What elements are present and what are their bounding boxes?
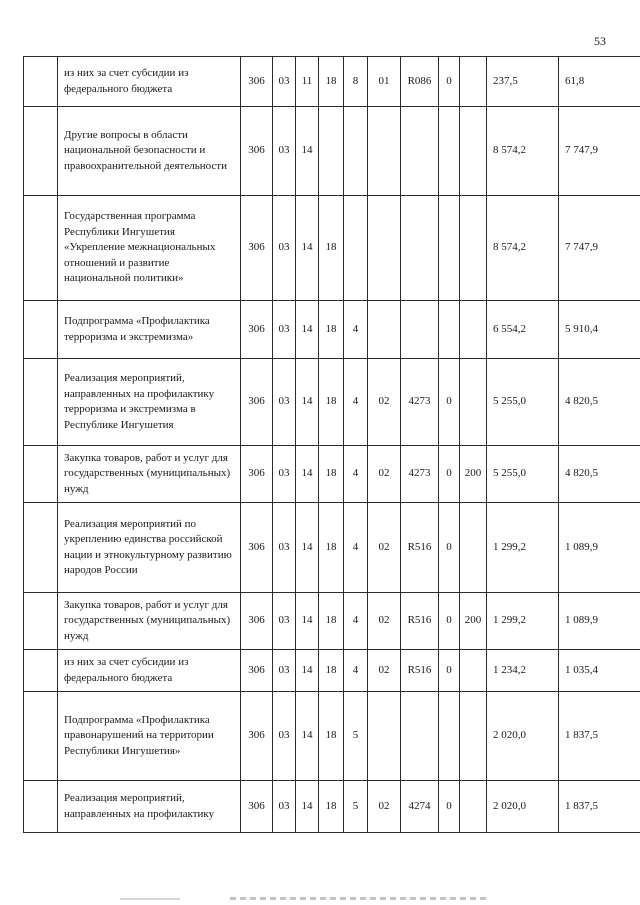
table-row bbox=[24, 781, 640, 833]
executed-amount: 1 035,4 bbox=[559, 650, 640, 692]
section-code: 03 bbox=[273, 359, 296, 446]
ved-code: 306 bbox=[241, 650, 273, 692]
row-number-cell bbox=[24, 196, 58, 301]
element-code: 0 bbox=[439, 57, 460, 107]
event-code: 02 bbox=[368, 503, 401, 593]
executed-amount: 5 910,4 bbox=[559, 301, 640, 359]
subsection-code: 14 bbox=[296, 359, 319, 446]
element-code: 0 bbox=[439, 359, 460, 446]
direction-code: 4273 bbox=[401, 446, 439, 503]
event-code bbox=[368, 301, 401, 359]
section-code: 03 bbox=[273, 692, 296, 781]
element-code bbox=[439, 301, 460, 359]
planned-amount: 237,5 bbox=[487, 57, 559, 107]
subprogram-code: 4 bbox=[344, 446, 368, 503]
element-code: 0 bbox=[439, 593, 460, 650]
row-name: Реализация мероприятий, направленных на профилактику терроризма и экстремизма в Республике Ингушетия bbox=[58, 359, 241, 446]
expense-type-code: 200 bbox=[460, 593, 487, 650]
subprogram-code bbox=[344, 107, 368, 196]
row-name: Реализация мероприятий, направленных на профилактику bbox=[58, 781, 241, 833]
direction-code: R516 bbox=[401, 593, 439, 650]
planned-amount: 1 299,2 bbox=[487, 503, 559, 593]
expense-type-code bbox=[460, 503, 487, 593]
direction-code bbox=[401, 301, 439, 359]
expense-type-code bbox=[460, 781, 487, 833]
row-number-cell bbox=[24, 107, 58, 196]
subprogram-code: 5 bbox=[344, 692, 368, 781]
direction-code: R086 bbox=[401, 57, 439, 107]
program-code bbox=[319, 107, 344, 196]
subprogram-code: 8 bbox=[344, 57, 368, 107]
row-number-cell bbox=[24, 446, 58, 503]
direction-code: 4273 bbox=[401, 359, 439, 446]
ved-code: 306 bbox=[241, 446, 273, 503]
element-code: 0 bbox=[439, 503, 460, 593]
subprogram-code: 4 bbox=[344, 301, 368, 359]
row-name: Подпрограмма «Профилактика правонарушений на территории Республики Ингушетия» bbox=[58, 692, 241, 781]
row-number-cell bbox=[24, 57, 58, 107]
subsection-code: 14 bbox=[296, 301, 319, 359]
program-code: 18 bbox=[319, 301, 344, 359]
subsection-code: 14 bbox=[296, 650, 319, 692]
row-number-cell bbox=[24, 781, 58, 833]
program-code: 18 bbox=[319, 692, 344, 781]
executed-amount: 61,8 bbox=[559, 57, 640, 107]
event-code: 02 bbox=[368, 359, 401, 446]
ved-code: 306 bbox=[241, 359, 273, 446]
scan-artifact bbox=[120, 898, 180, 900]
event-code: 02 bbox=[368, 781, 401, 833]
row-name: из них за счет субсидии из федерального бюджета bbox=[58, 650, 241, 692]
executed-amount: 4 820,5 bbox=[559, 446, 640, 503]
element-code bbox=[439, 107, 460, 196]
subsection-code: 14 bbox=[296, 503, 319, 593]
row-number-cell bbox=[24, 692, 58, 781]
table-row bbox=[24, 107, 640, 196]
table-body bbox=[24, 57, 640, 833]
program-code: 18 bbox=[319, 57, 344, 107]
ved-code: 306 bbox=[241, 301, 273, 359]
planned-amount: 1 234,2 bbox=[487, 650, 559, 692]
section-code: 03 bbox=[273, 107, 296, 196]
expense-type-code bbox=[460, 650, 487, 692]
event-code: 02 bbox=[368, 650, 401, 692]
planned-amount: 6 554,2 bbox=[487, 301, 559, 359]
row-number-cell bbox=[24, 503, 58, 593]
planned-amount: 1 299,2 bbox=[487, 593, 559, 650]
element-code bbox=[439, 196, 460, 301]
program-code: 18 bbox=[319, 503, 344, 593]
ved-code: 306 bbox=[241, 692, 273, 781]
event-code bbox=[368, 107, 401, 196]
page-number: 53 bbox=[594, 34, 606, 48]
subprogram-code: 4 bbox=[344, 359, 368, 446]
executed-amount: 1 837,5 bbox=[559, 781, 640, 833]
executed-amount: 1 089,9 bbox=[559, 503, 640, 593]
ved-code: 306 bbox=[241, 107, 273, 196]
subprogram-code: 5 bbox=[344, 781, 368, 833]
expense-type-code bbox=[460, 692, 487, 781]
element-code: 0 bbox=[439, 650, 460, 692]
table-row bbox=[24, 503, 640, 593]
subsection-code: 14 bbox=[296, 107, 319, 196]
planned-amount: 8 574,2 bbox=[487, 196, 559, 301]
ved-code: 306 bbox=[241, 57, 273, 107]
subsection-code: 14 bbox=[296, 781, 319, 833]
program-code: 18 bbox=[319, 781, 344, 833]
row-name: Закупка товаров, работ и услуг для государственных (муниципальных) нужд bbox=[58, 446, 241, 503]
section-code: 03 bbox=[273, 446, 296, 503]
section-code: 03 bbox=[273, 593, 296, 650]
section-code: 03 bbox=[273, 503, 296, 593]
planned-amount: 5 255,0 bbox=[487, 446, 559, 503]
subsection-code: 11 bbox=[296, 57, 319, 107]
section-code: 03 bbox=[273, 301, 296, 359]
table-row bbox=[24, 446, 640, 503]
table-row bbox=[24, 359, 640, 446]
executed-amount: 7 747,9 bbox=[559, 107, 640, 196]
subprogram-code: 4 bbox=[344, 503, 368, 593]
subsection-code: 14 bbox=[296, 446, 319, 503]
element-code: 0 bbox=[439, 446, 460, 503]
element-code: 0 bbox=[439, 781, 460, 833]
table-row bbox=[24, 196, 640, 301]
planned-amount: 2 020,0 bbox=[487, 781, 559, 833]
row-name: из них за счет субсидии из федерального бюджета bbox=[58, 57, 241, 107]
direction-code: R516 bbox=[401, 650, 439, 692]
table-row bbox=[24, 692, 640, 781]
event-code bbox=[368, 196, 401, 301]
planned-amount: 5 255,0 bbox=[487, 359, 559, 446]
executed-amount: 1 837,5 bbox=[559, 692, 640, 781]
expense-type-code bbox=[460, 359, 487, 446]
row-name: Реализация мероприятий по укреплению единства российской нации и этнокультурному развитию народов России bbox=[58, 503, 241, 593]
section-code: 03 bbox=[273, 650, 296, 692]
program-code: 18 bbox=[319, 650, 344, 692]
element-code bbox=[439, 692, 460, 781]
expense-type-code: 200 bbox=[460, 446, 487, 503]
direction-code: R516 bbox=[401, 503, 439, 593]
direction-code bbox=[401, 196, 439, 301]
executed-amount: 1 089,9 bbox=[559, 593, 640, 650]
ved-code: 306 bbox=[241, 503, 273, 593]
row-number-cell bbox=[24, 650, 58, 692]
table-row bbox=[24, 650, 640, 692]
section-code: 03 bbox=[273, 196, 296, 301]
table-row bbox=[24, 593, 640, 650]
subsection-code: 14 bbox=[296, 196, 319, 301]
subprogram-code: 4 bbox=[344, 650, 368, 692]
program-code: 18 bbox=[319, 359, 344, 446]
row-name: Государственная программа Республики Ингушетия «Укрепление межнациональных отношений и развитие национальной политики» bbox=[58, 196, 241, 301]
executed-amount: 4 820,5 bbox=[559, 359, 640, 446]
planned-amount: 8 574,2 bbox=[487, 107, 559, 196]
program-code: 18 bbox=[319, 593, 344, 650]
row-number-cell bbox=[24, 301, 58, 359]
direction-code bbox=[401, 107, 439, 196]
subprogram-code: 4 bbox=[344, 593, 368, 650]
row-number-cell bbox=[24, 593, 58, 650]
row-number-cell bbox=[24, 359, 58, 446]
subprogram-code bbox=[344, 196, 368, 301]
direction-code: 4274 bbox=[401, 781, 439, 833]
subsection-code: 14 bbox=[296, 593, 319, 650]
planned-amount: 2 020,0 bbox=[487, 692, 559, 781]
direction-code bbox=[401, 692, 439, 781]
event-code: 01 bbox=[368, 57, 401, 107]
ved-code: 306 bbox=[241, 196, 273, 301]
event-code: 02 bbox=[368, 446, 401, 503]
expense-type-code bbox=[460, 57, 487, 107]
expense-type-code bbox=[460, 301, 487, 359]
section-code: 03 bbox=[273, 57, 296, 107]
table-row bbox=[24, 57, 640, 107]
row-name: Другие вопросы в области национальной безопасности и правоохранительной деятельности bbox=[58, 107, 241, 196]
row-name: Подпрограмма «Профилактика терроризма и экстремизма» bbox=[58, 301, 241, 359]
event-code bbox=[368, 692, 401, 781]
program-code: 18 bbox=[319, 196, 344, 301]
ved-code: 306 bbox=[241, 593, 273, 650]
program-code: 18 bbox=[319, 446, 344, 503]
table-row bbox=[24, 301, 640, 359]
ved-code: 306 bbox=[241, 781, 273, 833]
scan-artifact bbox=[230, 897, 490, 900]
event-code: 02 bbox=[368, 593, 401, 650]
row-name: Закупка товаров, работ и услуг для государственных (муниципальных) нужд bbox=[58, 593, 241, 650]
budget-table bbox=[23, 56, 640, 833]
executed-amount: 7 747,9 bbox=[559, 196, 640, 301]
expense-type-code bbox=[460, 107, 487, 196]
expense-type-code bbox=[460, 196, 487, 301]
section-code: 03 bbox=[273, 781, 296, 833]
subsection-code: 14 bbox=[296, 692, 319, 781]
